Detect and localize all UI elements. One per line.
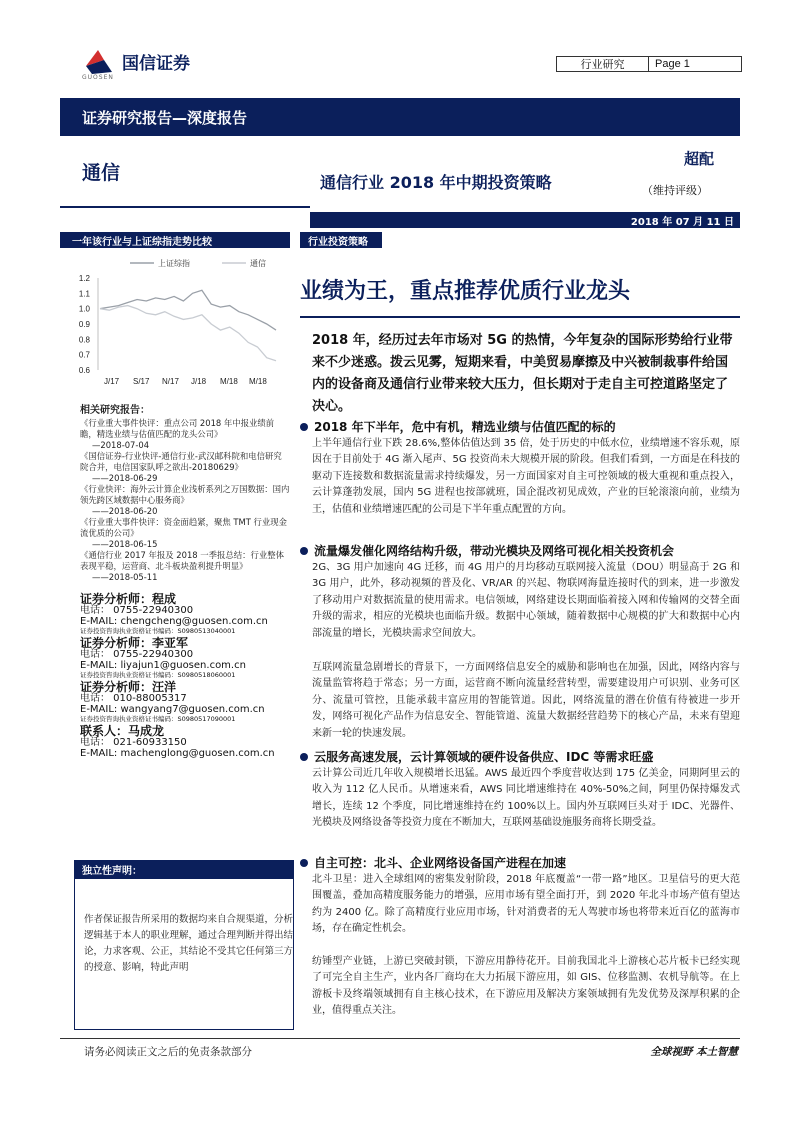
paragraph: 上半年通信行业下跌 28.6%,整体估值达到 35 倍，处于历史的中低水位，业绩增速不容乐观，原因在于目前处于 4G 渐入尾声、5G 投资尚未大规模开展的阶段。但我们看到，一方面是在科技的驱动下连接数和数据流量需求持续爆发，另一方面国家对自主可控领域的极大重视和重点投入，云计算蓬勃发展，国内 5G 进程也按部就班，国企混改初见成效，产业的巨轮滚滚向前，业绩为王，估值和业绩增速匹配的公司是下半年重点配置的方向。 xyxy=(312,438,740,515)
report-item: 《通信行业 2017 年报及 2018 一季报总结：行业整体表现平稳，运营商、北斗板块盈利提升明显》 ——2018-05-11 xyxy=(80,550,285,582)
report-title: 通信行业 2018 年中期投资策略 xyxy=(320,173,552,192)
y-tick-label: 0.7 xyxy=(78,350,90,360)
trend-chart xyxy=(60,252,290,392)
declaration-text: 作者保证报告所采用的数据均来自合规渠道，分析逻辑基于本人的职业理解，通过合理判断并得出结论，力求客观、公正，其结论不受其它任何第三方的授意、影响，特此声明 xyxy=(84,914,294,973)
series-line xyxy=(100,290,276,330)
analyst-entry: 证券分析师：程成 电话： 0755-22940300 E-MAIL: chengcheng@guosen.com.cn 证券投资咨询执业资格证书编码：S0980513040001 xyxy=(80,592,268,635)
y-tick-label: 1.2 xyxy=(78,274,90,283)
header-tag-box xyxy=(556,56,742,72)
divider xyxy=(60,206,310,208)
headline: 业绩为王，重点推荐优质行业龙头 xyxy=(300,279,631,304)
paragraph: 互联网流量急剧增长的背景下，一方面网络信息安全的威胁和影响也在加强，因此，网络内容与流量监管将趋于常态；另一方面，运营商不断向流量经营转型，需要建设用户可识别、业务可区分、流量可管控，且能承载丰富应用的智能管道。因此，网络流量的潜在价值有待被进一步开发，网络可视化产品作为信息安全、智能管道、流量大数据经营趋势下的核心产品，未来有望迎来新一轮的快速发展。 xyxy=(312,662,740,739)
x-tick-label: J/17 xyxy=(104,377,120,386)
paragraph: 云计算公司近几年收入规模增长迅猛。AWS 最近四个季度营收达到 175 亿美金，同期阿里云的收入为 112 亿人民币。从增速来看，AWS 同比增速维持在 40%-50%之间，阿里仍保持爆发式增长，连续 12 个季度，同比增速维持在约 100%以上。国内外互联网巨头对于 IDC、光器件、光模块及网络设备等投资力度在不断加大，互联网基础设施服务商将长期受益。 xyxy=(312,768,740,829)
footer-divider xyxy=(60,1038,740,1039)
related-reports-title: 相关研究报告： xyxy=(80,405,150,416)
brand-name: 国信证券 xyxy=(122,54,190,74)
report-item: 《行业重大事件快评：资金面趋紧，聚焦 TMT 行业现金流优质的公司》 ——2018-06-15 xyxy=(80,517,288,549)
paragraph: 2G、3G 用户加速向 4G 迁移，而 4G 用户的月均移动互联网接入流量（DOU）明显高于 2G 和 3G 用户，此外，移动视频的普及化、VR/AR 的兴起、物联网海量连接时代的到来，进一步激发了移动用户对数据流量的使用需求。电信领域，网络建设长期面临着接入网和传输网的交替全面升级的需求，相应的光模块也面临升级。数据中心领域，随着数据中心规模的扩大和数据中心内部流量的增长，光模块需求空间放大。 xyxy=(312,562,740,639)
declaration-title: 独立性声明： xyxy=(74,860,294,878)
y-tick-label: 0.9 xyxy=(78,320,90,329)
page-number: Page 1 xyxy=(655,58,690,70)
x-tick-label: J/18 xyxy=(191,377,207,386)
analyst-entry: 证券分析师：李亚军 电话： 0755-22940300 E-MAIL: liyajun1@guosen.com.cn 证券投资咨询执业资格证书编码：S0980518060001 xyxy=(80,636,246,679)
report-item: 《行业重大事件快评：重点公司 2018 年中报业绩前瞻，精选业绩与估值匹配的龙头公司》 —2018-07-04 xyxy=(80,418,275,450)
section-heading: 2018 年下半年，危中有机，精选业绩与估值匹配的标的 xyxy=(300,418,616,435)
legend-label: 上证综指 xyxy=(158,259,190,268)
series-line xyxy=(100,306,276,361)
section-heading: 云服务高速发展，云计算领域的硬件设备供应、IDC 等需求旺盛 xyxy=(300,748,653,765)
bullet-icon xyxy=(300,753,308,761)
report-category: 行业研究 xyxy=(557,57,649,71)
analyst-entry: 联系人：马成龙 电话： 021-60933150 E-MAIL: machenglong@guosen.com.cn xyxy=(80,724,275,759)
paragraph: 北斗卫星：进入全球组网的密集发射阶段，2018 年底覆盖“一带一路”地区。卫星信号的更大范围覆盖，叠加高精度服务能力的增强，应用市场有望全面打开，到 2020 年北斗市场产值有望达约为 2400 亿。除了高精度行业应用市场，针对消费者的无人驾驶市场也将带来近百亿的蓝海市场，存在确定性机会。 xyxy=(312,874,740,935)
analyst-list xyxy=(80,592,290,759)
footer-slogan: 全球视野 本土智慧 xyxy=(650,1046,738,1058)
bullet-icon xyxy=(300,547,308,555)
report-item: 《行业快评：海外云计算企业浅析系列之万国数据：国内领先跨区域数据中心服务商》 ——2018-06-20 xyxy=(80,484,290,516)
x-tick-label: N/17 xyxy=(162,377,179,386)
section-tag: 行业投资策略 xyxy=(300,232,382,248)
rating: 超配 xyxy=(684,150,715,168)
lede-paragraph: 2018 年，经历过去年市场对 5G 的热情，今年复杂的国际形势给行业带来不少迷惑。拨云见雾，短期来看，中美贸易摩擦及中兴被制裁事件给国内的设备商及通信行业带来较大压力，但长期对于走自主可控道路坚定了决心。 xyxy=(312,333,733,414)
sector-name: 通信 xyxy=(82,162,121,184)
report-item: 《国信证券-行业快评-通信行业-武汉邮科院和电信研究院合并，电信国家队呼之欲出-20180629》 ——2018-06-29 xyxy=(80,451,282,483)
bullet-icon xyxy=(300,423,308,431)
related-reports xyxy=(80,405,290,583)
report-type-band: 证券研究报告—深度报告 xyxy=(60,98,740,136)
x-tick-label: M/18 xyxy=(249,377,267,386)
y-tick-label: 1.0 xyxy=(78,304,90,314)
paragraph: 纺锤型产业链，上游已突破封锁，下游应用静待花开。目前我国北斗上游核心芯片板卡已经实现了可完全自主生产，业内各厂商均在大力拓展下游应用，如 GIS、位移监测、农机导航等。在上游板卡及终端领域拥有自主核心技术，在下游应用及解决方案领域拥有先发优势及深厚积累的企业，值得重点关注。 xyxy=(312,956,740,1017)
bullet-icon xyxy=(300,859,308,867)
y-tick-label: 1.1 xyxy=(78,289,90,299)
x-tick-label: S/17 xyxy=(133,377,150,386)
y-tick-label: 0.8 xyxy=(78,335,90,345)
chart-heading: 一年该行业与上证综指走势比较 xyxy=(60,232,290,248)
brand-sub: GUOSEN xyxy=(82,74,114,81)
y-tick-label: 0.6 xyxy=(78,366,90,375)
analyst-entry: 证券分析师：汪洋 电话： 010-88005317 E-MAIL: wangyang7@guosen.com.cn 证券投资咨询执业资格证书编码：S0980517090001 xyxy=(80,680,265,723)
legend-label: 通信 xyxy=(250,259,266,268)
divider xyxy=(300,316,740,318)
report-date: 2018 年 07 月 11 日 xyxy=(310,212,740,228)
section-heading: 流量爆发催化网络结构升级，带动光模块及网络可视化相关投资机会 xyxy=(300,542,674,559)
footer-disclaimer: 请务必阅读正文之后的免责条款部分 xyxy=(84,1046,252,1058)
rating-note: （维持评级） xyxy=(642,184,708,197)
x-tick-label: M/18 xyxy=(220,377,238,386)
section-heading: 自主可控：北斗、企业网络设备国产进程在加速 xyxy=(300,854,566,871)
